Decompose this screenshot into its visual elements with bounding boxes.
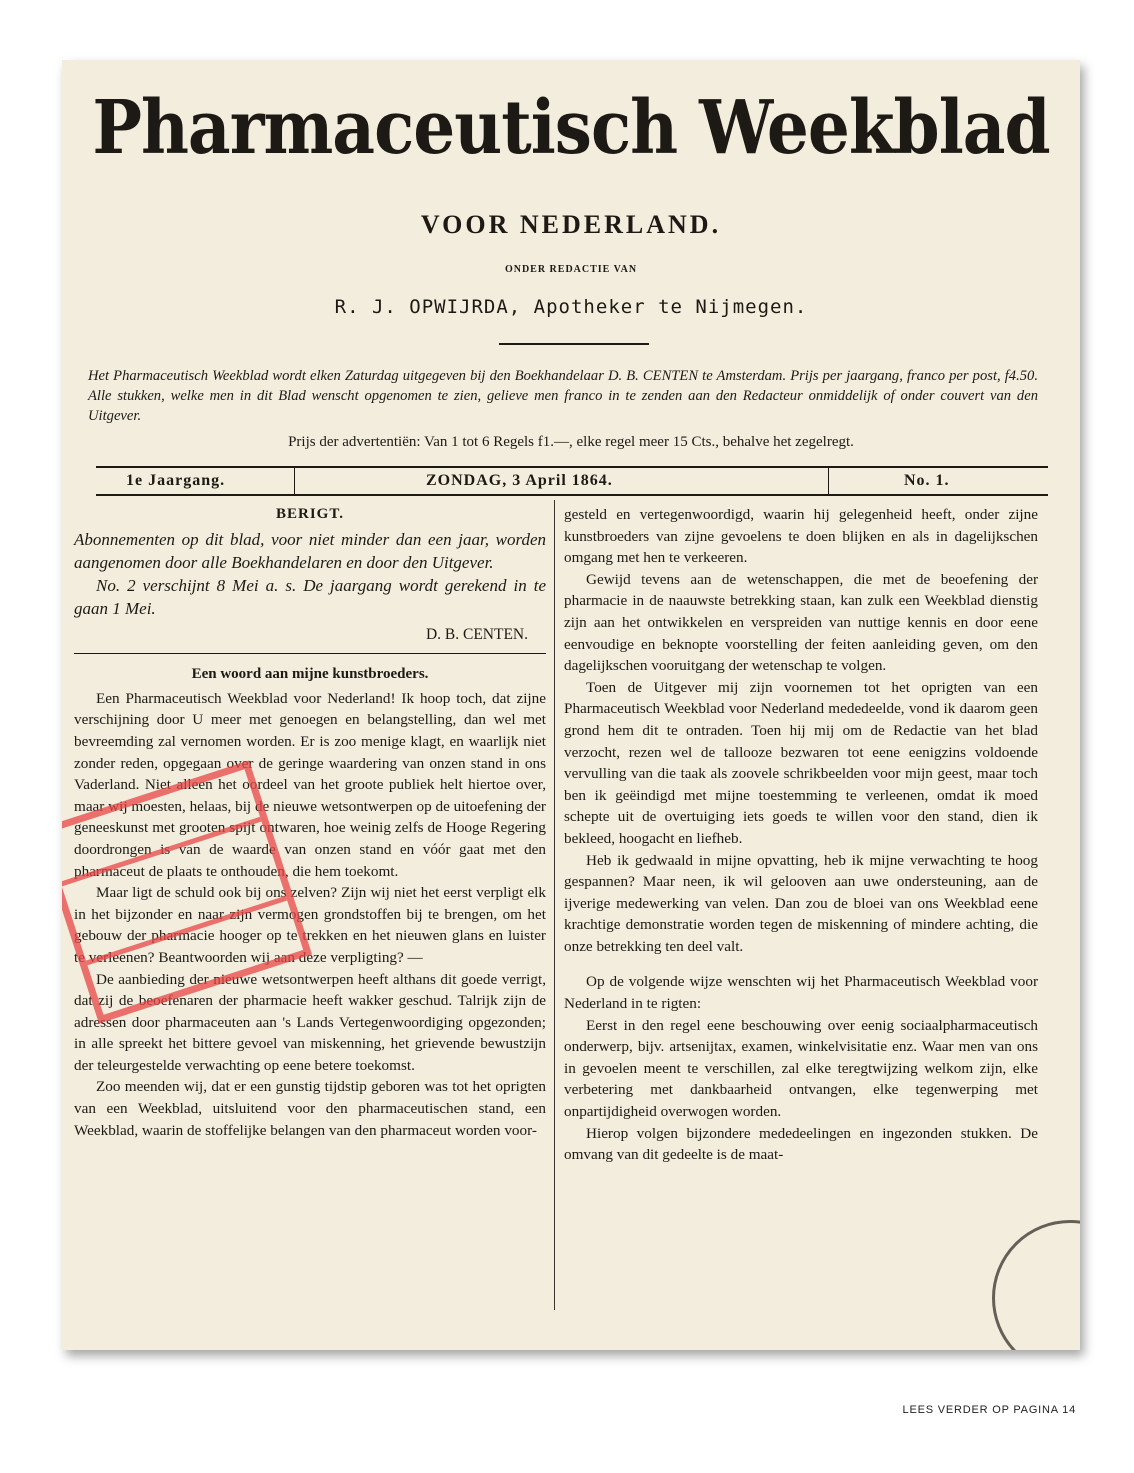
publication-notice: Het Pharmaceutisch Weekblad wordt elken Zaturdag uitgegeven bij den Boekhandelaar D. B. CENTEN te Amsterdam. Prijs per jaargang, franco per post, f4.50. Alle stukken, welke men in dit Blad wenscht opgenomen te zien, gelieve men franco in te zenden aan den Redacteur onmiddelijk of onder couvert van den Uitgever. xyxy=(88,368,1038,424)
article-paragraph: De aanbieding der nieuwe wetsontwerpen heeft althans dit goede verrigt, dat zij de beoefenaren der pharmacie heeft wakker geschud. Talrijk zijn de adressen door pharmaceuten aan 's Lands Vertegenwoordiging opgezonden; in alle spreekt het bittere gevoel van miskenning, het grievende bewustzijn der teleurgestelde verwachting op eene betere toekomst. xyxy=(74,970,546,1074)
masthead-subtitle: VOOR NEDERLAND. xyxy=(420,210,722,239)
article-paragraph: Zoo meenden wij, dat er een gunstig tijdstip geboren was tot het oprigten van een Weekblad, uitsluitend voor den pharmaceutischen stand, een Weekblad, waarin de stoffelijke belangen van den pharmaceut worden voor- xyxy=(74,1078,546,1139)
column-divider xyxy=(554,500,555,1310)
dateline-divider xyxy=(294,468,295,494)
berigt-paragraph: Abonnementen op dit blad, voor niet minder dan een jaar, worden aangenomen door alle Boekhandelaren en door den Uitgever. xyxy=(74,529,546,572)
section-divider xyxy=(74,653,546,654)
dateline-volume: 1e Jaargang. xyxy=(126,472,226,489)
dateline-divider xyxy=(828,468,829,494)
ad-price-line: Prijs der advertentiën: Van 1 tot 6 Regels f1.—, elke regel meer 15 Cts., behalve het zegelregt. xyxy=(288,434,854,450)
berigt-heading: BERIGT. xyxy=(276,506,344,522)
article-paragraph: Hierop volgen bijzondere mededeelingen en ingezonden stukken. De omvang van dit gedeelte is de maat- xyxy=(564,1124,1038,1164)
article-paragraph: Eerst in den regel eene beschouwing over eenig sociaalpharmaceutisch onderwerp, bijv. artsenijtax, examen, winkelvisitatie enz. Waar men van ons in gevoelen meent te verschillen, zal elke teregtwijzing welkom zijn, elke verbetering met dankbaarheid ontvangen, elke tegenwerping met onpartijdigheid overwogen worden. xyxy=(564,1016,1038,1121)
article-paragraph: Een Pharmaceutisch Weekblad voor Nederland! Ik hoop toch, dat zijne verschijning door U meer met genoegen en belangstelling, dan wel met bevreemding zal vernomen worden. Er is zoo menige klagt, en waarlijk niet zonder reden, opgegaan over de geringe waardering van onzen stand in ons Vaderland. Niet alleen het oordeel van het groote publiek helt hiertoe over, maar wij moesten, helaas, bij de nieuwe wetsontwerpen op de uitoefening der geneeskunst met grooten spijt ontwaren, hoe weinig zelfs de Hooge Regering doordrongen is van de waarde van onzen stand en vóór gaat met den pharmaceut de plaats te onthouden, die hem toekomt. xyxy=(74,689,546,880)
article-paragraph: Maar ligt de schuld ook bij ons zelven? Zijn wij niet het eerst verpligt elk in het bijzonder en naar zijn vermogen grondstoffen bij te brengen, om het gebouw der pharmacie hooger op te trekken en het nieuwen glans en luister te verleenen? Beantwoorden wij aan deze verpligting? — xyxy=(74,884,546,966)
masthead-title: Pharmaceutisch Weekblad xyxy=(92,83,1050,171)
article-paragraph: Op de volgende wijze wenschten wij het Pharmaceutisch Weekblad voor Nederland in te rigten: xyxy=(564,973,1038,1013)
dateline-number: No. 1. xyxy=(904,472,950,489)
article-paragraph: Toen de Uitgever mij zijn voornemen tot het oprigten van een Pharmaceutisch Weekblad voor Nederland mededeelde, vond ik daarom geen grond hem dit te ontraden. Toen hij mij om de Redactie van het blad verzocht, rezen wel de tallooze bezwaren tot eene eenigzins voldoende vervulling van die taak als zoovele schrikbeelden voor mijn geest, maar toch ben ik geëindigd met mijne toestemming te verleenen, omdat ik moed schepte uit de overtuiging iets goeds te willen voor den stand, dien ik bekleed, hoogacht en liefheb. xyxy=(564,678,1038,847)
berigt-paragraph: No. 2 verschijnt 8 Mei a. s. De jaargang wordt gerekend in te gaan 1 Mei. xyxy=(74,575,546,618)
dateline-date: ZONDAG, 3 April 1864. xyxy=(426,472,613,489)
article-paragraph: Gewijd tevens aan de wetenschappen, die met de beoefening der pharmacie in de naauwste betrekking staan, kan zulk een Weekblad dienstig zijn aan het ontwikkelen en verspreiden van nuttige kennis en door eene eenvoudige en beknopte voorstelling der feiten aanleiding geven, om den dagelijkschen vooruitgang der wetenschap te volgen. xyxy=(564,570,1038,675)
left-column xyxy=(74,504,546,1141)
editor-label: ONDER REDACTIE VAN xyxy=(504,264,638,275)
berigt-signature: D. B. CENTEN. xyxy=(425,625,528,643)
article-paragraph: gesteld en vertegenwoordigd, waarin hij gelegenheid heeft, onder zijne kunstbroeders van zijne gevoelens te doen blijken en als in dagelijkschen omgang met hen te verkeeren. xyxy=(564,506,1038,567)
continue-reading-note: LEES VERDER OP PAGINA 14 xyxy=(902,1404,1076,1416)
article-paragraph: Heb ik gedwaald in mijne opvatting, heb ik mijne verwachting te hoog gespannen? Maar neen, ik wil gelooven aan uwe ondersteuning, aan de ijverige medewerking van velen. Dan zou de bloei van ons Weekblad eene krachtige demonstratie worden tegen de miskenning of mindere achting, die onze betrekking ten deel valt. xyxy=(564,851,1038,955)
dateline-bar xyxy=(96,466,1048,496)
masthead-divider xyxy=(499,343,649,345)
article-heading: Een woord aan mijne kunstbroeders. xyxy=(191,666,429,683)
editor-line: R. J. OPWIJRDA, Apotheker te Nijmegen. xyxy=(334,296,808,318)
newspaper-page xyxy=(62,60,1080,1350)
right-column xyxy=(564,504,1038,1166)
round-library-stamp-icon xyxy=(992,1220,1080,1350)
